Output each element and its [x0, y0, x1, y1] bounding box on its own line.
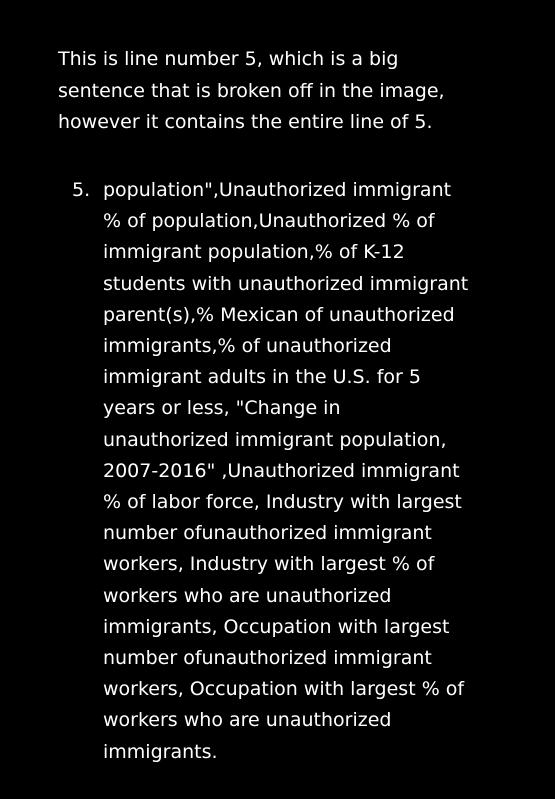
list-item-line: workers who are unauthorized	[103, 709, 392, 732]
list-item-line: workers, Occupation with largest % of	[103, 678, 465, 701]
list-item-line: unauthorized immigrant population,	[103, 428, 447, 451]
list-item-line: 2007-2016" ,Unauthorized immigrant	[103, 459, 460, 482]
list-item-line: number ofunauthorized immigrant	[103, 647, 432, 670]
intro-line: however it contains the entire line of 5.	[58, 111, 433, 133]
list-item-line: workers who are unauthorized	[103, 584, 392, 607]
intro-line: This is line number 5, which is a big	[58, 48, 399, 70]
list-item-line: number ofunauthorized immigrant	[103, 522, 432, 545]
list-item-line: % of labor force, Industry with largest	[103, 491, 462, 514]
list-item-line: immigrant adults in the U.S. for 5	[103, 366, 421, 389]
list-item-line: % of population,Unauthorized % of	[103, 210, 435, 233]
list-item-line: immigrants,% of unauthorized	[103, 335, 392, 358]
list-item-line: students with unauthorized immigrant	[103, 272, 469, 295]
list-item-line: years or less, "Change in	[103, 397, 341, 420]
intro-paragraph	[58, 44, 528, 139]
list-item-line: immigrant population,% of K-12	[103, 241, 405, 264]
list-item-line: immigrants.	[103, 740, 218, 763]
list-item-line: workers, Industry with largest % of	[103, 553, 435, 576]
list-item-line: immigrants, Occupation with largest	[103, 615, 450, 638]
list-item-line: population",Unauthorized immigrant	[103, 179, 452, 201]
list-item-text	[103, 175, 503, 768]
intro-line: sentence that is broken off in the image,	[58, 79, 445, 102]
list-item-line: parent(s),% Mexican of unauthorized	[103, 303, 455, 326]
list-item-number: 5.	[72, 179, 91, 201]
